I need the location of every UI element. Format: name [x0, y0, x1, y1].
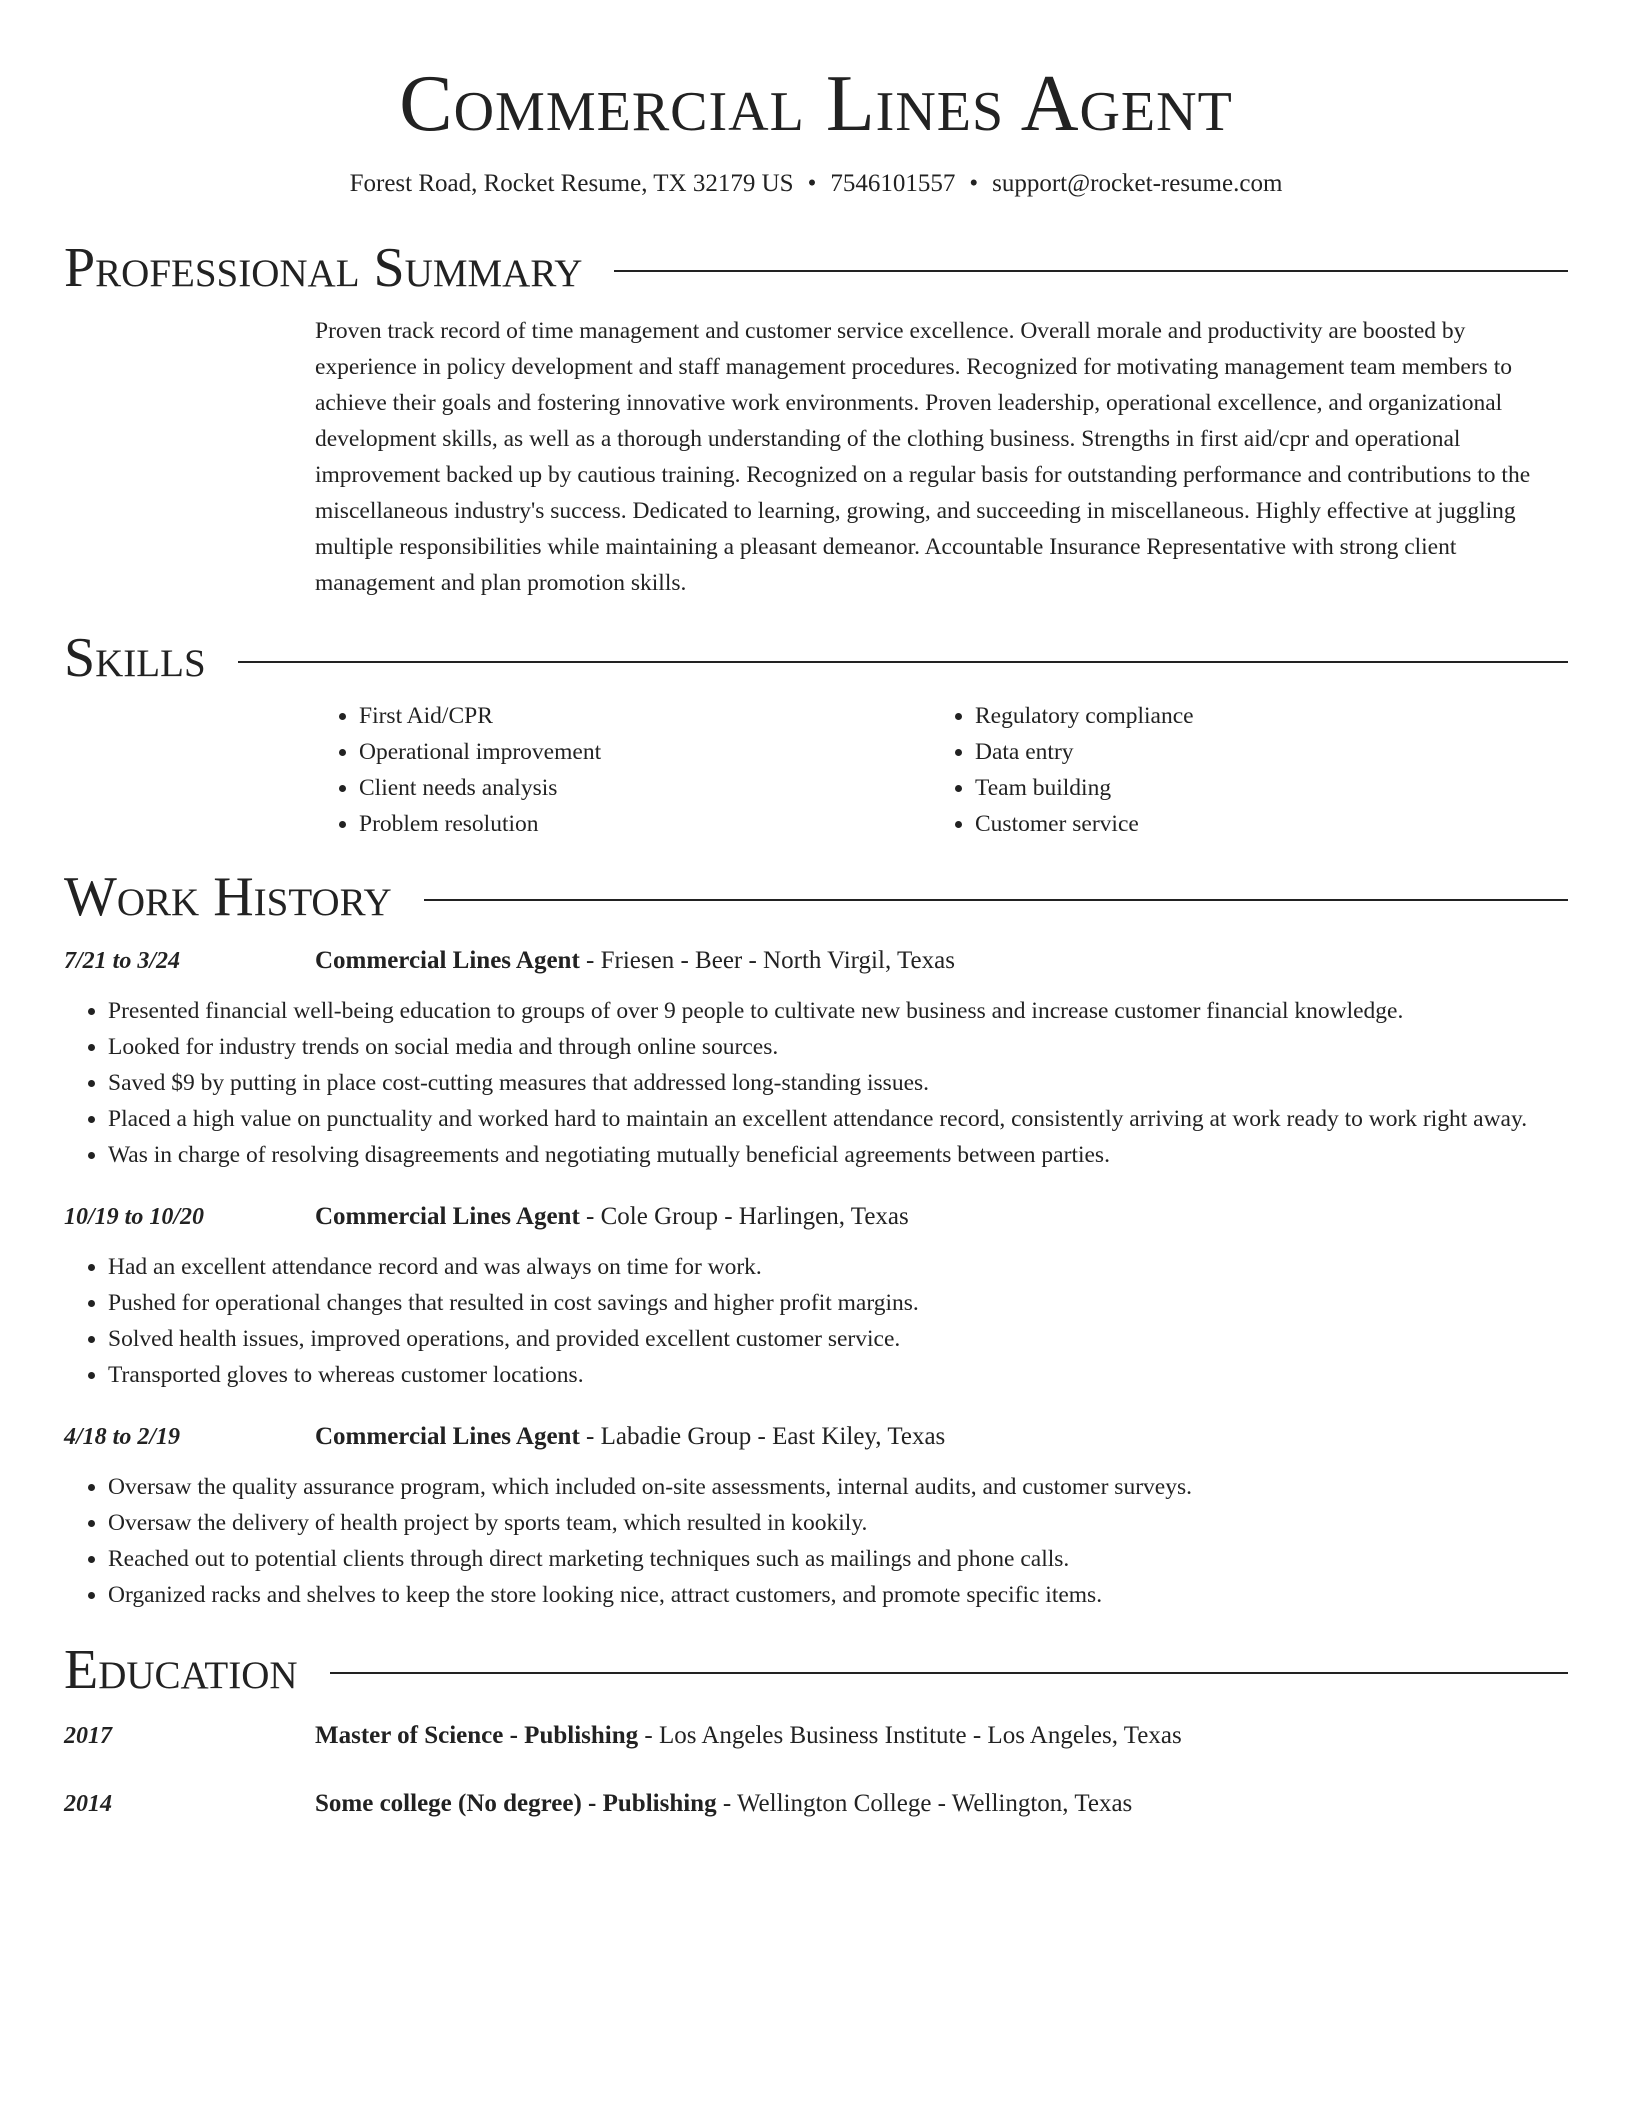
job-bullets — [64, 1469, 1568, 1613]
job-bullet: • Oversaw the delivery of health project by sports team, which resulted in kookily. — [108, 1505, 1568, 1541]
skill-item: • Customer service — [975, 806, 1547, 842]
section-title-work: Work History — [64, 866, 392, 929]
education-section-header — [64, 1638, 1568, 1701]
skills-section-header — [64, 629, 1568, 688]
resume-page — [64, 0, 1568, 1822]
skill-item: • First Aid/CPR — [359, 698, 931, 734]
job-entry — [64, 943, 1568, 1173]
education-year: 2014 — [64, 1790, 112, 1817]
section-title-skills: Skills — [64, 627, 206, 690]
education-year: 2017 — [64, 1722, 112, 1749]
job-entry — [64, 1199, 1568, 1393]
job-role: Commercial Lines Agent — [315, 946, 580, 974]
education-line — [315, 1786, 1132, 1822]
job-header — [64, 943, 1568, 979]
job-role: Commercial Lines Agent — [315, 1202, 580, 1230]
summary-section-header — [64, 236, 1568, 299]
job-bullet: • Was in charge of resolving disagreements and negotiating mutually beneficial agreements between parties. — [108, 1137, 1568, 1173]
job-title-line — [315, 1199, 909, 1235]
job-title-line — [315, 943, 955, 979]
skill-item: • Regulatory compliance — [975, 698, 1547, 734]
education-entry — [64, 1718, 1568, 1754]
job-details: - Labadie Group - East Kiley, Texas — [579, 1422, 946, 1450]
education-details: - Wellington College - Wellington, Texas — [716, 1789, 1133, 1817]
work-section-header — [64, 868, 1568, 927]
contact-line — [64, 168, 1568, 201]
education-details: - Los Angeles Business Institute - Los Angeles, Texas — [638, 1721, 1182, 1749]
job-bullet: • Pushed for operational changes that resulted in cost savings and higher profit margins. — [108, 1285, 1568, 1321]
skills-list — [315, 698, 1568, 842]
job-header — [64, 1199, 1568, 1235]
skill-item: • Data entry — [975, 734, 1547, 770]
contact-separator: • — [807, 170, 817, 197]
contact-separator: • — [969, 170, 979, 197]
education-degree: Some college (No degree) - Publishing — [315, 1789, 717, 1817]
section-title-education: Education — [64, 1638, 298, 1701]
contact-phone: 7546101557 — [830, 170, 956, 197]
job-bullet: • Saved $9 by putting in place cost-cutting measures that addressed long-standing issues. — [108, 1065, 1568, 1101]
section-title-summary: Professional Summary — [64, 236, 583, 299]
job-bullets — [64, 993, 1568, 1173]
job-bullet: • Reached out to potential clients through direct marketing techniques such as mailings and phone calls. — [108, 1541, 1568, 1577]
job-title-line — [315, 1419, 945, 1455]
job-bullets — [64, 1249, 1568, 1393]
job-entry — [64, 1419, 1568, 1613]
job-dates: 10/19 to 10/20 — [64, 1203, 205, 1230]
section-divider — [238, 661, 1568, 663]
job-bullet: • Solved health issues, improved operations, and provided excellent customer service. — [108, 1321, 1568, 1357]
resume-name: Commercial Lines Agent — [399, 60, 1233, 148]
education-line — [315, 1718, 1182, 1754]
education-entry — [64, 1786, 1568, 1822]
skill-item: • Client needs analysis — [359, 770, 931, 806]
contact-email[interactable]: support@rocket-resume.com — [992, 170, 1283, 197]
skill-item: • Operational improvement — [359, 734, 931, 770]
section-divider — [614, 270, 1568, 272]
skills-column-left — [315, 698, 931, 842]
job-dates: 4/18 to 2/19 — [64, 1423, 181, 1450]
job-bullet: • Oversaw the quality assurance program, which included on-site assessments, internal audits, and customer surveys. — [108, 1469, 1568, 1505]
skill-item: • Problem resolution — [359, 806, 931, 842]
job-details: - Cole Group - Harlingen, Texas — [579, 1202, 909, 1230]
job-details: - Friesen - Beer - North Virgil, Texas — [579, 946, 955, 974]
job-bullet: • Looked for industry trends on social media and through online sources. — [108, 1029, 1568, 1065]
job-bullet: • Placed a high value on punctuality and worked hard to maintain an excellent attendance record, consistently arriving at work ready to work right away. — [108, 1101, 1568, 1137]
job-dates: 7/21 to 3/24 — [64, 947, 181, 974]
job-bullet: • Transported gloves to whereas customer locations. — [108, 1357, 1568, 1393]
job-role: Commercial Lines Agent — [315, 1422, 580, 1450]
skill-item: • Team building — [975, 770, 1547, 806]
education-degree: Master of Science - Publishing — [315, 1721, 639, 1749]
skills-column-right — [931, 698, 1547, 842]
contact-address: Forest Road, Rocket Resume, TX 32179 US — [349, 170, 794, 197]
summary-text: Proven track record of time management and customer service excellence. Overall morale and productivity are boosted by experience in policy development and staff management procedures. Recognized for motivating management team members to achieve their goals and fostering innovative work environments. Proven leadership, operational excellence, and organizational development skills, as well as a thorough understanding of the clothing business. Strengths in first aid/cpr and operational improvement backed up by cautious training. Recognized on a regular basis for outstanding performance and contributions to the miscellaneous industry's success. Dedicated to learning, growing, and succeeding in miscellaneous. Highly effective at juggling multiple responsibilities while maintaining a pleasant demeanor. Accountable Insurance Representative with strong client management and plan promotion skills. — [315, 318, 1531, 597]
job-bullet: • Presented financial well-being education to groups of over 9 people to cultivate new business and increase customer financial knowledge. — [108, 993, 1568, 1029]
section-divider — [424, 899, 1568, 901]
job-header — [64, 1419, 1568, 1455]
job-bullet: • Organized racks and shelves to keep the store looking nice, attract customers, and promote specific items. — [108, 1577, 1568, 1613]
job-bullet: • Had an excellent attendance record and was always on time for work. — [108, 1249, 1568, 1285]
section-divider — [330, 1672, 1568, 1674]
